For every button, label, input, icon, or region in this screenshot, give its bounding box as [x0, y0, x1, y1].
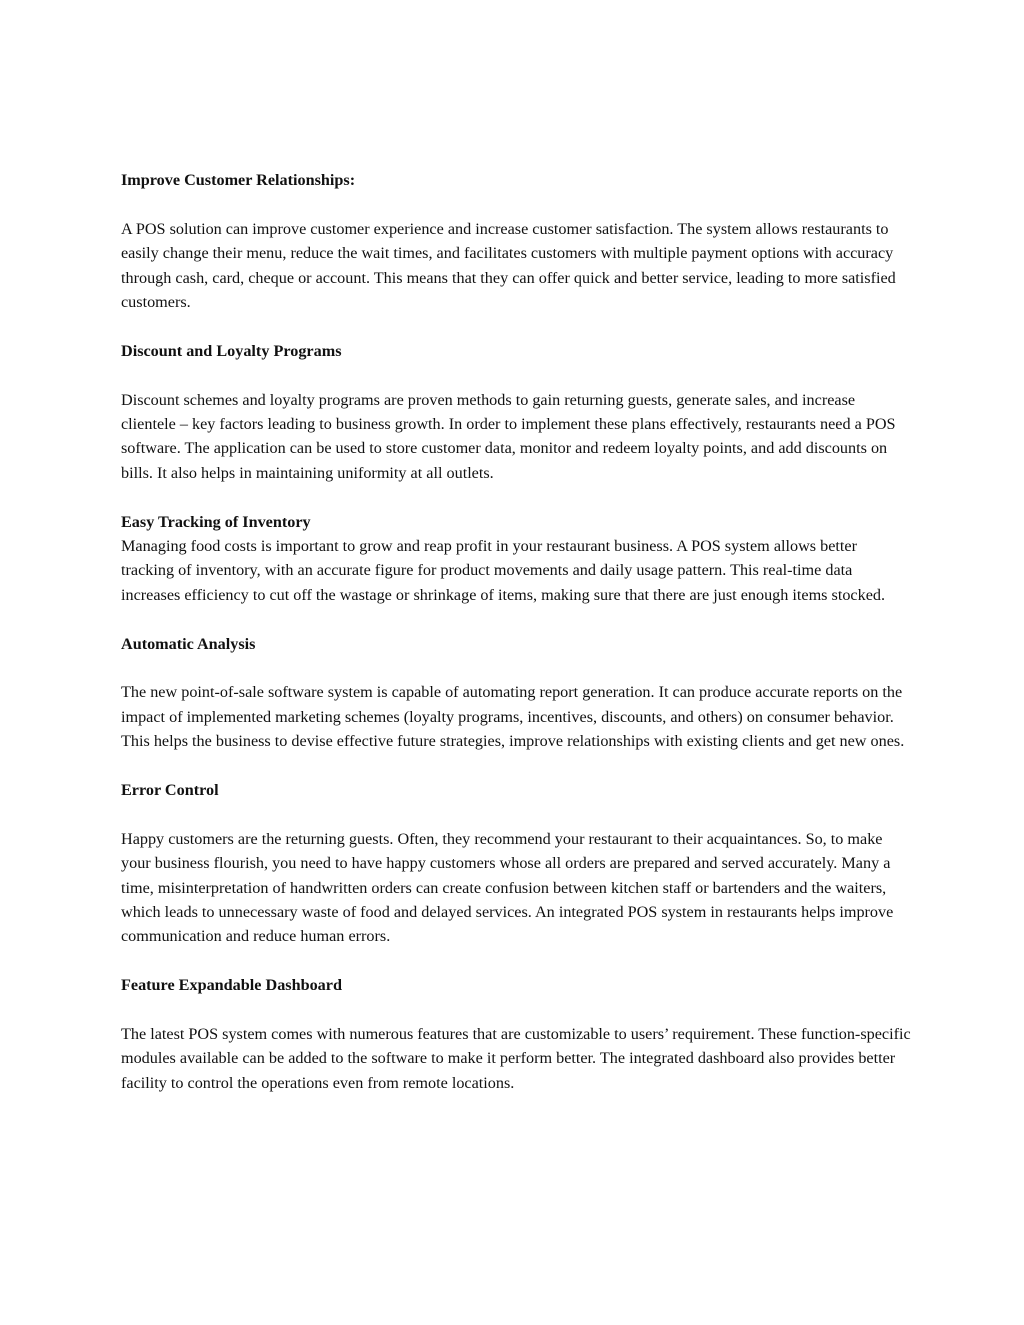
section-heading: Error Control: [121, 781, 219, 800]
spacer: [121, 949, 911, 973]
section-paragraph: A POS solution can improve customer experience and increase customer satisfaction. The system allows restaurants to easily change their menu, reduce the wait times, and facilitates customers with multiple payment options with accuracy through cash, card, cheque or account. This means that they can offer quick and better service, leading to more satisfied customers.: [121, 219, 896, 312]
spacer: [121, 192, 911, 216]
spacer: [121, 363, 911, 387]
spacer: [121, 656, 911, 680]
spacer: [121, 754, 911, 778]
spacer: [121, 607, 911, 631]
section-paragraph: Happy customers are the returning guests. Often, they recommend your restaurant to their acquaintances. So, to make your business flourish, you need to have happy customers whose all orders are prepared and served accurately. Many a time, misinterpretation of handwritten orders can create confusion between kitchen staff or bartenders and the waiters, which leads to unnecessary waste of food and delayed services. An integrated POS system in restaurants helps improve communication and reduce human errors.: [121, 829, 894, 946]
section-heading: Discount and Loyalty Programs: [121, 341, 342, 360]
section-paragraph: The latest POS system comes with numerous features that are customizable to users’ requirement. These function-specific modules available can be added to the software to make it perform better. The integrated dashboard also provides better facility to control the operations even from remote locations.: [121, 1025, 911, 1092]
section-heading: Automatic Analysis: [121, 634, 256, 653]
spacer: [121, 314, 911, 338]
spacer: [121, 802, 911, 826]
section-heading: Feature Expandable Dashboard: [121, 976, 342, 995]
section-paragraph: The new point-of-sale software system is capable of automating report generation. It can produce accurate reports on the impact of implemented marketing schemes (loyalty programs, incentives, discounts, and others) on consumer behavior. This helps the business to devise effective future strategies, improve relationships with existing clients and get new ones.: [121, 683, 905, 751]
section-heading: Easy Tracking of Inventory: [121, 512, 311, 531]
document-body: [121, 168, 911, 1095]
section-paragraph: Managing food costs is important to grow and reap profit in your restaurant business. A POS system allows better tracking of inventory, with an accurate figure for product movements and daily usage pattern. This real-time data increases efficiency to cut off the wastage or shrinkage of items, making sure that there are just enough items stocked.: [121, 537, 886, 604]
spacer: [121, 998, 911, 1022]
spacer: [121, 485, 911, 509]
section-paragraph: Discount schemes and loyalty programs are proven methods to gain returning guests, generate sales, and increase clientele – key factors leading to business growth. In order to implement these plans effectively, restaurants need a POS software. The application can be used to store customer data, monitor and redeem loyalty points, and add discounts on bills. It also helps in maintaining uniformity at all outlets.: [121, 390, 896, 482]
section-heading: Improve Customer Relationships:: [121, 171, 356, 189]
